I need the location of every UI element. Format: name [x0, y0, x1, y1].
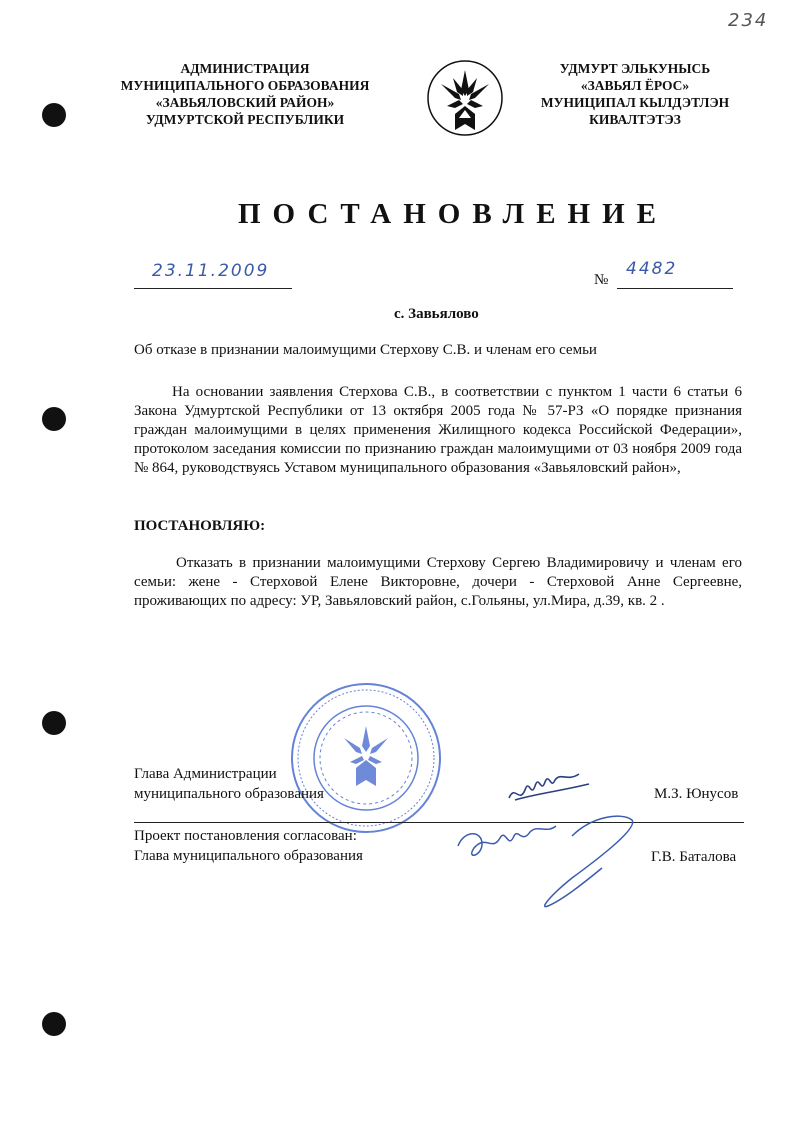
signatory-name: М.З. Юнусов — [654, 786, 739, 802]
number-handwritten: 4482 — [626, 259, 678, 279]
punch-hole — [42, 407, 66, 431]
separator-line — [134, 822, 744, 823]
approval-line2: Глава муниципального образования — [134, 848, 363, 864]
signatory-position-line1: Глава Администрации — [134, 766, 277, 782]
official-stamp — [288, 680, 444, 836]
approver-name: Г.В. Баталова — [651, 849, 737, 865]
header-left-line: МУНИЦИПАЛЬНОГО ОБРАЗОВАНИЯ — [120, 78, 370, 93]
paragraph-decision: Отказать в признании малоимущими Стерхову Сергею Владимировичу и членам его семьи: жене - Стерховой Елене Викторовне, дочери - Стерховой Анне Сергеевне, проживающих по адресу: УР, Завьяловский район, с.Гольяны, ул.Мира, д.39, кв. 2 . — [134, 555, 742, 609]
header-right-line: УДМУРТ ЭЛЬКУНЫСЬ — [559, 61, 711, 76]
header-right-line: МУНИЦИПАЛ КЫЛДЭТЛЭН — [540, 95, 730, 110]
punch-hole — [42, 711, 66, 735]
paragraph-basis: На основании заявления Стерхова С.В., в соответствии с пунктом 1 части 6 статьи 6 Закона Удмуртской Республики от 13 октября 2005 года № 57-РЗ «О порядке признания граждан малоимущими в целях применения Жилищного кодекса Российской Федерации», протоколом заседания комиссии по признанию граждан малоимущими от 03 ноября 2009 года № 864, руководствуясь Уставом муниципального образования «Завьяловский район», — [134, 384, 742, 476]
header-left-line: «ЗАВЬЯЛОВСКИЙ РАЙОН» — [155, 95, 335, 110]
punch-hole — [42, 103, 66, 127]
emblem-logo — [425, 56, 505, 140]
header-left-line: АДМИНИСТРАЦИЯ — [180, 61, 310, 76]
approval-signature-mark — [452, 806, 652, 918]
date-handwritten: 23.11.2009 — [152, 261, 270, 281]
approval-line1: Проект постановления согласован: — [134, 828, 357, 844]
subject: Об отказе в признании малоимущими Стерхову С.В. и членам его семьи — [134, 342, 597, 358]
page-number: 234 — [728, 10, 769, 31]
place: с. Завьялово — [394, 306, 479, 322]
decree-word: ПОСТАНОВЛЯЮ: — [134, 518, 266, 534]
header-right-line: «ЗАВЬЯЛ ЁРОС» — [580, 78, 690, 93]
signature-mark — [505, 764, 595, 808]
header-left — [120, 60, 370, 128]
punch-hole — [42, 1012, 66, 1036]
header-right-line: КИВАЛТЭТЭЗ — [589, 112, 681, 127]
header-left-line: УДМУРТСКОЙ РЕСПУБЛИКИ — [145, 112, 345, 127]
signatory-position-line2: муниципального образования — [134, 786, 324, 802]
header-right — [540, 60, 730, 128]
document-title: ПОСТАНОВЛЕНИЕ — [238, 198, 669, 230]
number-sign: № — [594, 272, 609, 288]
